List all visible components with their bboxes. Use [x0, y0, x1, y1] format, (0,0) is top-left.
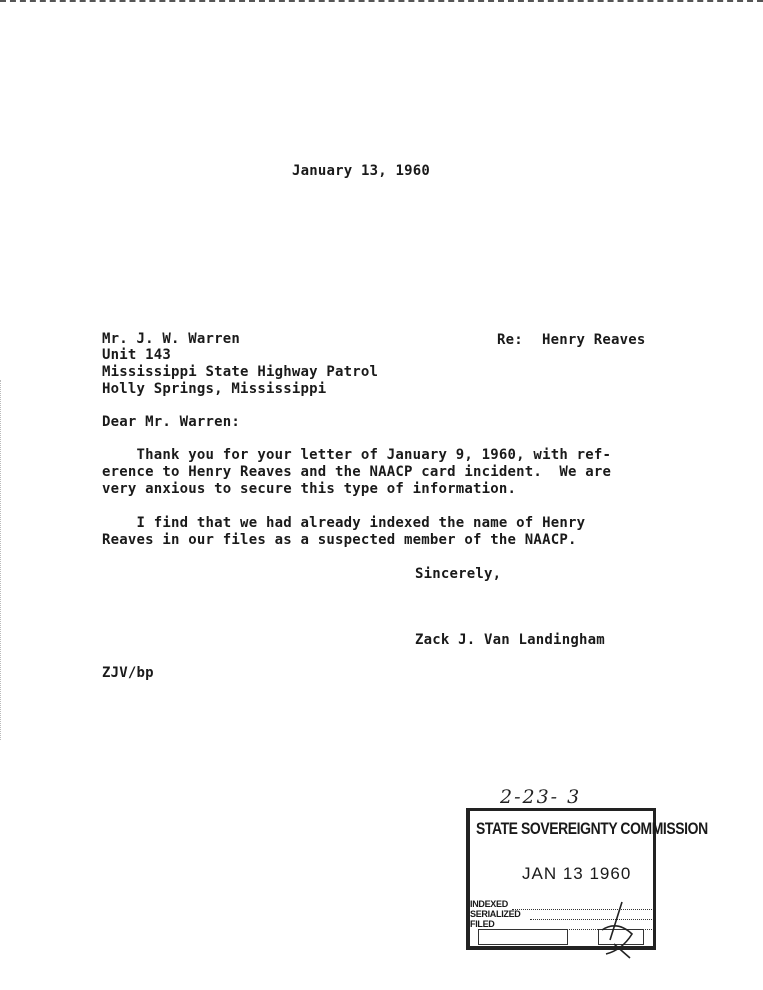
stamp-line-serialized: SERIALIZED: [470, 909, 521, 919]
stamp-line-indexed: INDEXED: [470, 899, 508, 909]
signer-name: Zack J. Van Landingham: [415, 632, 605, 648]
typist-initials: ZJV/bp: [102, 665, 154, 681]
body-paragraph-2: I find that we had already indexed the name of Henry Reaves in our files as a suspected member of the NAACP.: [102, 515, 586, 548]
recipient-organization: Mississippi State Highway Patrol: [102, 364, 379, 380]
recipient-unit: Unit 143: [102, 347, 172, 363]
handwritten-file-number: 2-23- 3: [500, 786, 582, 808]
salutation: Dear Mr. Warren:: [102, 414, 241, 430]
recipient-name: Mr. J. W. Warren: [102, 331, 241, 347]
stamp-box-left: [478, 929, 568, 945]
body-paragraph-1: Thank you for your letter of January 9, 1960, with ref- erence to Henry Reaves and the NAACP card incident. We are very anxious to secure this type of information.: [102, 447, 612, 497]
letter-date: January 13, 1960: [292, 163, 431, 179]
stamp-title: STATE SOVEREIGNTY COMMISSION: [476, 819, 708, 838]
recipient-city: Holly Springs, Mississippi: [102, 381, 327, 397]
stamp-line-filed: FILED: [470, 919, 495, 929]
stamp-date: JAN 13 1960: [522, 864, 632, 883]
re-subject: Henry Reaves: [542, 332, 646, 348]
page-top-edge: [0, 0, 763, 6]
handwritten-initial-mark: [592, 900, 642, 960]
re-label: Re:: [497, 332, 523, 348]
closing: Sincerely,: [415, 566, 502, 582]
page-left-edge: [0, 380, 3, 740]
